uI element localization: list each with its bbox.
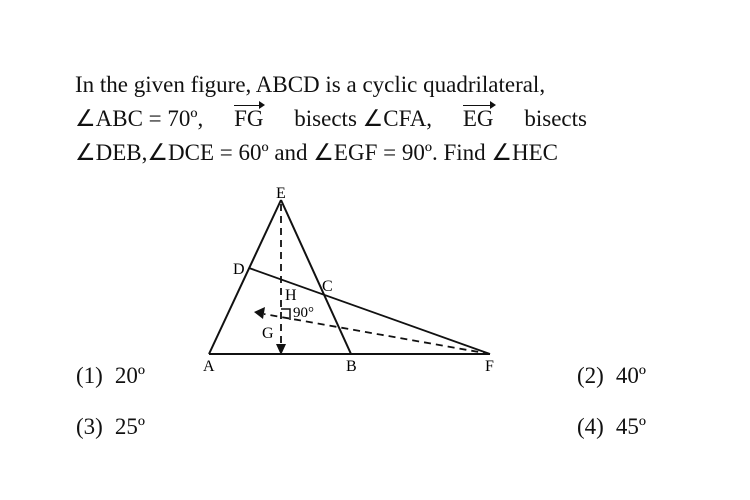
option-1[interactable] — [76, 363, 145, 389]
option-3-number: (3) — [76, 414, 103, 439]
option-4-value: 45º — [615, 414, 646, 439]
bisects-text: bisects — [524, 106, 587, 131]
option-4-number: (4) — [577, 414, 604, 439]
question-line-1: In the given figure, ABCD is a cyclic quadrilateral, — [75, 72, 546, 97]
option-3-value: 25º — [114, 414, 145, 439]
label-e: E — [276, 185, 286, 202]
option-2-number: (2) — [577, 363, 604, 388]
bisects-cfa-text: bisects ∠CFA, — [294, 106, 433, 131]
ray-eg: EG — [463, 102, 494, 136]
arrow-fg-head — [254, 307, 265, 319]
option-1-number: (1) — [76, 363, 103, 388]
option-2[interactable] — [577, 363, 646, 389]
label-angle-90: 90° — [293, 305, 314, 321]
label-h: H — [285, 287, 297, 304]
segment-eb — [281, 200, 351, 354]
question-line-3: ∠DEB,∠DCE = 60º and ∠EGF = 90º. Find ∠HEC — [75, 140, 559, 165]
option-2-value: 40º — [615, 363, 646, 388]
label-g: G — [262, 325, 274, 342]
label-c: C — [322, 278, 333, 295]
option-4[interactable] — [577, 414, 646, 440]
angle-abc-statement: ∠ABC = 70º, — [75, 106, 204, 131]
ray-fg: FG — [234, 102, 263, 136]
option-3[interactable] — [76, 414, 145, 440]
option-1-value: 20º — [114, 363, 145, 388]
segment-df — [249, 268, 490, 354]
label-f: F — [485, 358, 494, 375]
label-d: D — [233, 261, 245, 278]
label-a: A — [203, 358, 215, 375]
label-b: B — [346, 358, 357, 375]
